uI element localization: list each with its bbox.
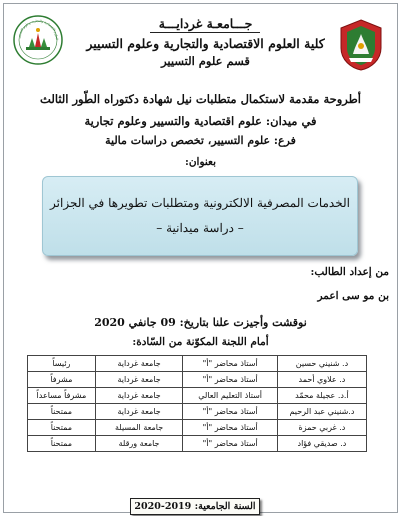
member-institution: جامعة غرداية <box>95 388 183 404</box>
member-role: مشرفاً <box>28 372 96 388</box>
prepared-by-label: من إعداد الطالب: <box>310 266 389 278</box>
member-rank: أستاذ محاضر "أ" <box>183 356 277 372</box>
member-name: د. علاوي أحمد <box>277 372 366 388</box>
member-name: د. صديقي فؤاد <box>277 436 366 452</box>
member-institution: جامعة غرداية <box>95 372 183 388</box>
member-rank: أستاذ محاضر "أ" <box>183 404 277 420</box>
faculty-name: كلية العلوم الاقتصادية والتجارية وعلوم التسيير <box>86 36 325 51</box>
committee-row <box>28 420 367 436</box>
member-role: ممتحناً <box>28 420 96 436</box>
academic-year: السنة الجامعية: 2019-2020 <box>130 498 260 515</box>
university-emblem-icon <box>337 18 385 72</box>
member-rank: أستاذ محاضر "أ" <box>183 436 277 452</box>
thesis-title: الخدمات المصرفية الالكترونية ومتطلبات تطويرها في الجزائر <box>50 196 350 210</box>
committee-row <box>28 436 367 452</box>
university-name: جـــامعـة غردايـــة <box>158 16 253 31</box>
member-role: مشرفاً مساعداً <box>28 388 96 404</box>
defense-date: نوقشت وأجيزت علنا بتاريخ: 09 جانفي 2020 <box>94 316 307 329</box>
title-label: بعنوان: <box>184 156 217 168</box>
thesis-subtitle: – دراسة ميدانية – <box>156 221 244 235</box>
member-role: ممتحناً <box>28 436 96 452</box>
faculty-logo-icon <box>12 14 64 66</box>
member-name: د. غربي حمزة <box>277 420 366 436</box>
member-institution: جامعة غرداية <box>95 404 183 420</box>
member-rank: أستاذ محاضر "أ" <box>183 420 277 436</box>
member-institution: جامعة المسيلة <box>95 420 183 436</box>
thesis-branch: فرع: علوم التسيير، تخصص دراسات مالية <box>105 134 296 147</box>
student-name: بن مو سى اعمر <box>317 290 389 302</box>
committee-row <box>28 372 367 388</box>
university-name-underline <box>150 32 260 33</box>
svg-text:كلية العلوم الاقتصادية والتجار: العلوم الاقتصادية والتجارية وعلوم التسيير <box>17 18 60 41</box>
member-rank: أستاذ محاضر "أ" <box>183 372 277 388</box>
thesis-title-box <box>42 176 358 256</box>
committee-row <box>28 404 367 420</box>
committee-row <box>28 388 367 404</box>
member-institution: جامعة ورقلة <box>95 436 183 452</box>
committee-label: أمام اللجنة المكوّنة من السّادة: <box>132 336 269 348</box>
member-name: د.شنيني عبد الرحيم <box>277 404 366 420</box>
thesis-statement: أطروحة مقدمة لاستكمال متطلبات نيل شهادة دكتوراه الطّور الثالث <box>40 92 361 106</box>
thesis-field: في ميدان: علوم اقتصادية والتسيير وعلوم تجارية <box>84 114 317 128</box>
member-institution: جامعة غرداية <box>95 356 183 372</box>
member-role: رئيساً <box>28 356 96 372</box>
committee-row <box>28 356 367 372</box>
member-rank: أستاذ التعليم العالي <box>183 388 277 404</box>
department-name: قسم علوم التسيير <box>161 54 250 68</box>
member-name: د. شنيني حسين <box>277 356 366 372</box>
committee-table <box>27 355 367 452</box>
member-role: ممتحناً <box>28 404 96 420</box>
member-name: أ.د. عجيلة محمّد <box>277 388 366 404</box>
